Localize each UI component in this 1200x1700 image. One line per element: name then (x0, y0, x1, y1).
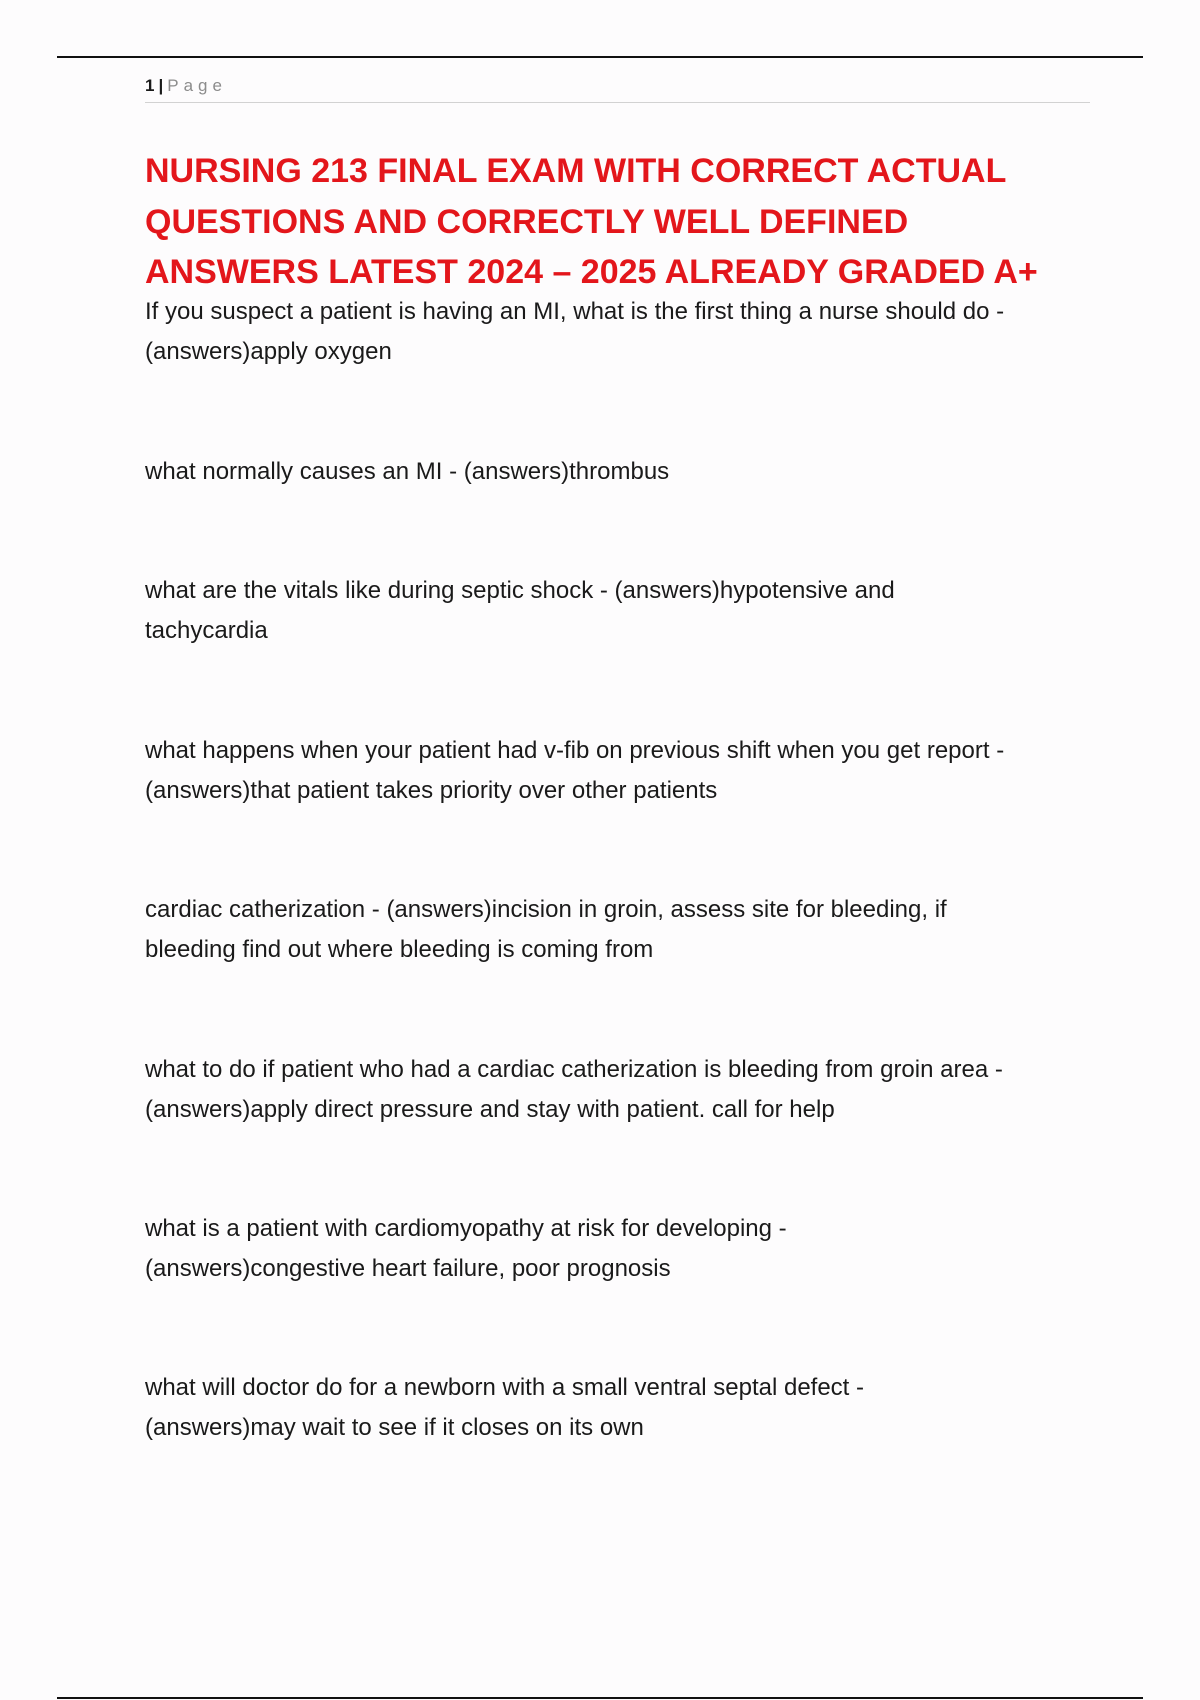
qa-item-8 (145, 1368, 1105, 1448)
bottom-rule (57, 1697, 1143, 1699)
qa-line: what will doctor do for a newborn with a small ventral septal defect - (145, 1374, 865, 1401)
qa-line: If you suspect a patient is having an MI, what is the first thing a nurse should do - (145, 298, 1005, 325)
qa-line: tachycardia (145, 617, 268, 644)
qa-line: (answers)that patient takes priority over other patients (145, 777, 718, 804)
qa-line: bleeding find out where bleeding is coming from (145, 936, 654, 963)
qa-line: cardiac catherization - (answers)incision in groin, assess site for bleeding, if (145, 896, 947, 923)
title-line: NURSING 213 FINAL EXAM WITH CORRECT ACTUAL (145, 152, 1007, 190)
qa-line: what to do if patient who had a cardiac catherization is bleeding from groin area - (145, 1056, 1003, 1083)
qa-item-7 (145, 1209, 1105, 1289)
title-line: ANSWERS LATEST 2024 – 2025 ALREADY GRADED A+ (145, 253, 1038, 291)
qa-line: what happens when your patient had v-fib on previous shift when you get report - (145, 737, 1005, 764)
qa-item-3 (145, 571, 1105, 651)
qa-line: what is a patient with cardiomyopathy at risk for developing - (145, 1215, 787, 1242)
qa-line: (answers)apply direct pressure and stay with patient. call for help (145, 1096, 835, 1123)
qa-item-4 (145, 731, 1105, 811)
document-title (145, 146, 1105, 298)
qa-line: (answers)may wait to see if it closes on its own (145, 1414, 644, 1441)
qa-line: (answers)apply oxygen (145, 338, 392, 365)
qa-item-5 (145, 890, 1105, 970)
top-rule (57, 56, 1143, 58)
page-separator: | (158, 76, 164, 95)
qa-line: what are the vitals like during septic shock - (answers)hypotensive and (145, 577, 895, 604)
qa-line: what normally causes an MI - (answers)thrombus (145, 458, 670, 485)
qa-item-6 (145, 1050, 1105, 1130)
title-line: QUESTIONS AND CORRECTLY WELL DEFINED (145, 202, 909, 241)
page-label: Page (167, 76, 227, 95)
page-number: 1 (145, 76, 155, 95)
page-header (145, 74, 1090, 103)
qa-item-2 (145, 452, 1105, 492)
qa-item-1 (145, 292, 1105, 372)
qa-line: (answers)congestive heart failure, poor prognosis (145, 1255, 671, 1282)
